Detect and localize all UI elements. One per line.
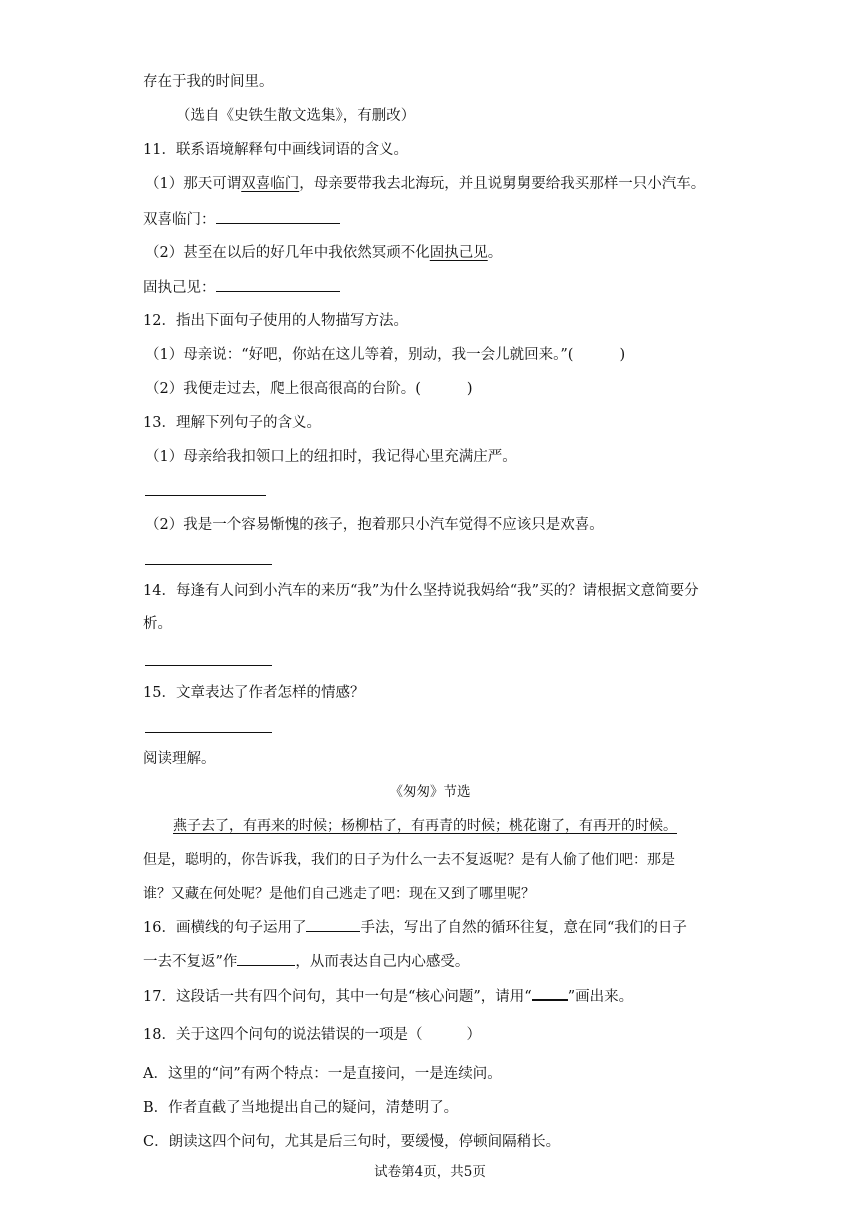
- underline-sample: [532, 985, 568, 1001]
- q17-post: ”画出来。: [567, 989, 634, 1005]
- page-footer: 试卷第4页，共5页: [374, 1164, 486, 1180]
- q18-option-a[interactable]: A．这里的“问”有两个特点：一是直接问，一是连续问。: [143, 1066, 502, 1082]
- answer-line[interactable]: [145, 564, 272, 565]
- q12-sentence-2: [145, 379, 473, 399]
- q12-s2-close: ): [466, 381, 473, 397]
- q18-stem: [143, 1025, 481, 1045]
- q11-sentence-2: [145, 243, 502, 263]
- q11-s1-underlined: 双喜临门: [241, 176, 300, 192]
- underlined-sentence: 燕子去了，有再来的时候；杨柳枯了，有再青的时候；桃花谢了，有再开的时候。: [173, 818, 677, 834]
- answer-line[interactable]: [145, 732, 272, 733]
- answer-line[interactable]: [145, 495, 266, 496]
- reading-intro: 阅读理解。: [143, 751, 216, 767]
- q12-sentence-1: [145, 345, 625, 365]
- q16-l1b: 手法，写出了自然的循环往复，意在同“我们的日子: [360, 920, 687, 936]
- q15-stem: 15．文章表达了作者怎样的情感？: [143, 685, 365, 701]
- answer-blank[interactable]: [237, 951, 295, 966]
- q11-answer-1: [143, 209, 340, 230]
- q11-s2-post: 。: [487, 245, 503, 261]
- q11-a1-label: 双喜临门：: [143, 212, 216, 228]
- q17-pre: 17．这段话一共有四个问句，其中一句是“核心问题”，请用“: [143, 989, 532, 1005]
- q14-line-1: 14．每逢有人问到小汽车的来历“我”为什么坚持说我妈给“我”买的？请根据文意简要分: [143, 583, 699, 599]
- q12-s1-close: ): [619, 347, 626, 363]
- q11-s1-pre: （1）那天可谓: [145, 176, 242, 192]
- reading-paragraph-line-2: 但是，聪明的，你告诉我，我们的日子为什么一去不复返呢？是有人偷了他们吧：那是: [143, 852, 675, 868]
- q18-option-b[interactable]: B．作者直截了当地提出自己的疑问，清楚明了。: [143, 1100, 459, 1116]
- q16-line-1: [143, 917, 687, 938]
- q11-s2-pre: （2）甚至在以后的好几年中我依然冥顽不化: [145, 245, 430, 261]
- answer-blank[interactable]: [216, 209, 340, 224]
- q12-stem: 12．指出下面句子使用的人物描写方法。: [143, 313, 408, 329]
- reading-paragraph-line-1: [173, 816, 677, 836]
- q11-a2-label: 固执己见：: [143, 280, 216, 296]
- q11-answer-2: [143, 277, 340, 298]
- q16-l1a: 16．画横线的句子运用了: [143, 920, 307, 936]
- answer-line[interactable]: [145, 665, 272, 666]
- reading-title: 《匆匆》节选: [389, 784, 471, 800]
- passage-source: （选自《史铁生散文选集》，有删改）: [176, 108, 416, 124]
- q17-stem: [143, 985, 633, 1007]
- reading-paragraph-line-3: 谁？又藏在何处呢？是他们自己逃走了吧：现在又到了哪里呢？: [143, 886, 535, 902]
- q13-sentence-1: （1）母亲给我扣领口上的纽扣时，我记得心里充满庄严。: [145, 449, 517, 465]
- q13-stem: 13．理解下列句子的含义。: [143, 415, 321, 431]
- q16-l2b: ，从而表达自己内心感受。: [295, 954, 470, 970]
- q13-sentence-2: （2）我是一个容易惭愧的孩子，抱着那只小汽车觉得不应该只是欢喜。: [145, 517, 604, 533]
- q11-s2-underlined: 固执己见: [429, 245, 488, 261]
- q11-sentence-1: [145, 174, 705, 194]
- answer-blank[interactable]: [306, 917, 360, 932]
- answer-blank[interactable]: [216, 277, 340, 292]
- passage-end-line: 存在于我的时间里。: [143, 74, 274, 90]
- q11-stem: 11．联系语境解释句中画线词语的含义。: [143, 142, 408, 158]
- q18-option-c[interactable]: C．朗读这四个问句，尤其是后三句时，要缓慢，停顿间隔稍长。: [143, 1134, 561, 1150]
- q16-line-2: [143, 951, 469, 972]
- q16-l2a: 一去不复返”作: [143, 954, 238, 970]
- q14-line-2: 析。: [143, 616, 172, 632]
- q11-s1-post: ，母亲要带我去北海玩，并且说舅舅要给我买那样一只小汽车。: [299, 176, 706, 192]
- q12-s1-text: （1）母亲说：“好吧，你站在这儿等着，别动，我一会儿就回来。”(: [145, 347, 574, 363]
- q12-s2-text: （2）我便走过去，爬上很高很高的台阶。(: [145, 381, 421, 397]
- q18-stem-text: 18．关于这四个问句的说法错误的一项是（: [143, 1027, 423, 1043]
- q18-close: ）: [466, 1027, 481, 1043]
